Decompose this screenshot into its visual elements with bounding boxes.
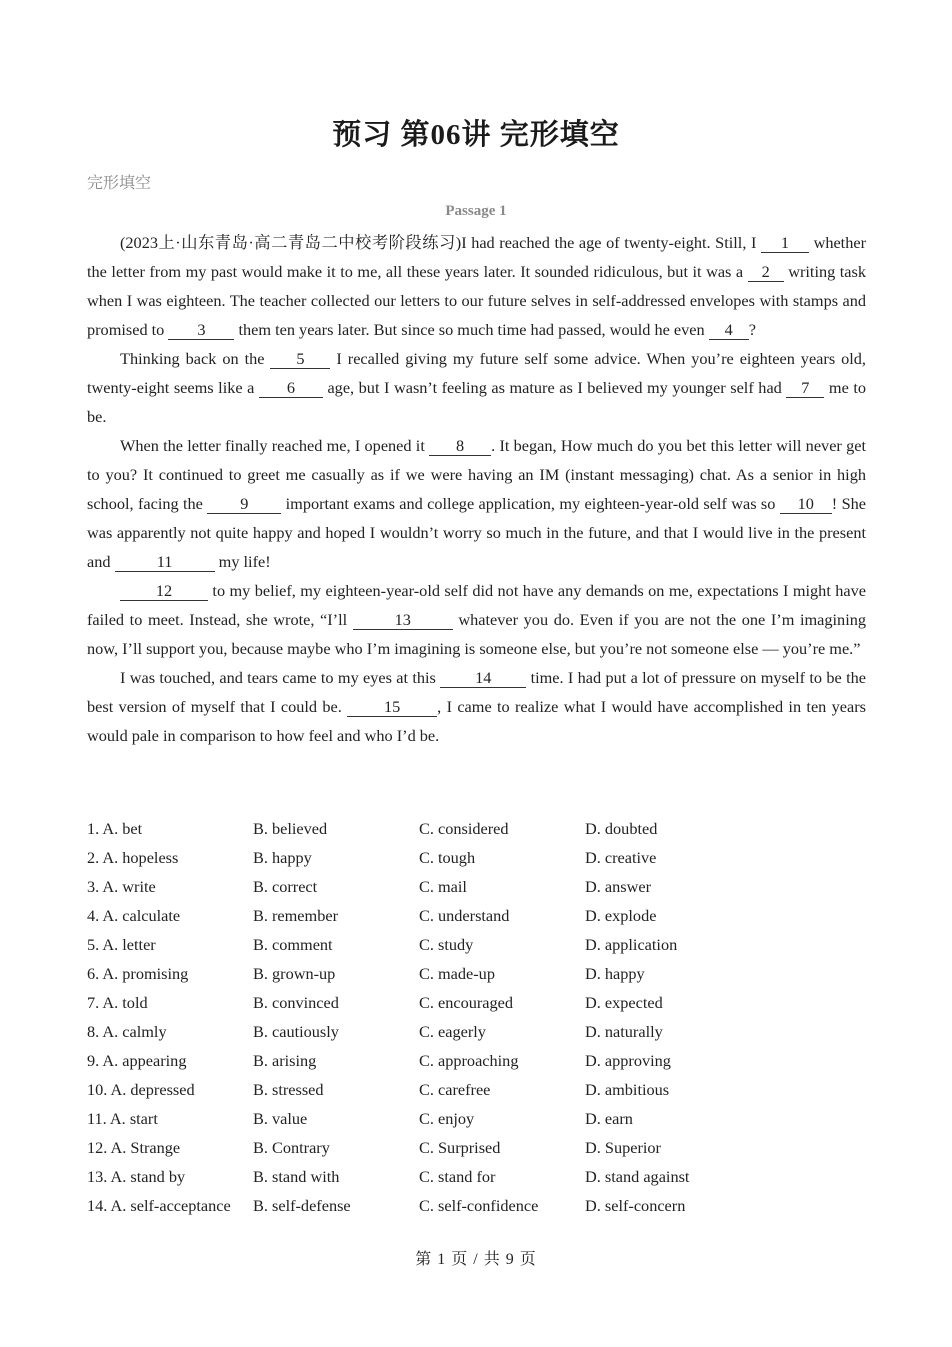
option-choice: B. happy xyxy=(253,848,312,867)
passage-paragraph xyxy=(87,576,866,663)
passage-text: me to be. xyxy=(87,378,867,426)
option-choice: C. encouraged xyxy=(419,993,514,1012)
option-choice: B. stressed xyxy=(253,1080,324,1099)
passage-body xyxy=(87,228,866,750)
passage-text: I was touched, and tears came to my eyes at this xyxy=(120,668,441,687)
option-choice: C. study xyxy=(419,935,474,954)
blank-number: 9 xyxy=(207,495,281,514)
blank-number: 15 xyxy=(347,698,437,717)
passage-text: whatever you do. Even if you are not the one I’m imagining now, I’ll support you, because maybe who I’m imagining is someone else, but you’re not someone else — you’re me.” xyxy=(87,610,866,658)
option-choice: 2. A. hopeless xyxy=(87,848,179,867)
option-choice: D. expected xyxy=(585,993,663,1012)
option-row xyxy=(87,901,866,930)
passage-paragraph xyxy=(87,228,866,344)
option-choice: C. eagerly xyxy=(419,1022,486,1041)
option-choice: 6. A. promising xyxy=(87,964,189,983)
page-footer: 第 1 页 / 共 9 页 xyxy=(415,1251,537,1268)
blank-number: 13 xyxy=(353,611,453,630)
option-choice: B. arising xyxy=(253,1051,317,1070)
option-row xyxy=(87,1133,866,1162)
option-row xyxy=(87,1191,866,1220)
blank-number: 11 xyxy=(115,553,215,572)
option-choice: 10. A. depressed xyxy=(87,1080,195,1099)
option-choice: 13. A. stand by xyxy=(87,1167,186,1186)
option-row xyxy=(87,959,866,988)
section-label: 完形填空 xyxy=(87,175,152,192)
option-choice: D. ambitious xyxy=(585,1080,670,1099)
passage-text: ? xyxy=(748,320,756,339)
passage-title: Passage 1 xyxy=(445,203,507,219)
page-title: 预习 第06讲 完形填空 xyxy=(332,119,620,151)
option-choice: C. tough xyxy=(419,848,476,867)
option-choice: 1. A. bet xyxy=(87,819,143,838)
option-choice: D. stand against xyxy=(585,1167,690,1186)
passage-text: time. I had put a lot of pressure on myself to be the best version of myself that I could be. xyxy=(87,668,866,716)
option-choice: 3. A. write xyxy=(87,877,156,896)
option-choice: B. stand with xyxy=(253,1167,340,1186)
option-choice: B. Contrary xyxy=(253,1138,330,1157)
option-choice: D. earn xyxy=(585,1109,633,1128)
option-choice: B. grown-up xyxy=(253,964,336,983)
option-choice: 9. A. appearing xyxy=(87,1051,187,1070)
option-choice: C. Surprised xyxy=(419,1138,501,1157)
passage-text: to my belief, my eighteen-year-old self did not have any demands on me, expectations I might have failed to meet. Instead, she wrote, “I’ll xyxy=(87,581,866,629)
options-list xyxy=(87,814,866,1220)
option-choice: D. happy xyxy=(585,964,645,983)
option-row xyxy=(87,988,866,1017)
option-row xyxy=(87,930,866,959)
passage-paragraph xyxy=(87,344,866,431)
option-choice: B. self-defense xyxy=(253,1196,351,1215)
option-choice: B. believed xyxy=(253,819,328,838)
passage-text: (2023上·山东青岛·高二青岛二中校考阶段练习)I had reached the age of twenty-eight. Still, I xyxy=(120,233,761,252)
blank-number: 6 xyxy=(259,379,323,398)
option-row xyxy=(87,1075,866,1104)
option-row xyxy=(87,814,866,843)
passage-paragraph xyxy=(87,431,866,576)
passage-text: important exams and college application, my eighteen-year-old self was so xyxy=(281,494,780,513)
passage-text: I recalled giving my future self some advice. When you’re eighteen years old, twenty-eight seems like a xyxy=(87,349,866,397)
option-choice: 12. A. Strange xyxy=(87,1138,181,1157)
passage-text: . It began, How much do you bet this letter will never get to you? It continued to greet me casually as if we were having an IM (instant messaging) chat. As a senior in high school, facing the xyxy=(87,436,866,513)
passage-text: my life! xyxy=(214,552,271,571)
option-row xyxy=(87,1104,866,1133)
option-choice: D. answer xyxy=(585,877,652,896)
option-choice: B. comment xyxy=(253,935,333,954)
passage-text: Thinking back on the xyxy=(120,349,271,368)
option-choice: 14. A. self-acceptance xyxy=(87,1196,231,1215)
blank-number: 5 xyxy=(270,350,330,369)
option-choice: C. enjoy xyxy=(419,1109,475,1128)
passage-text: whether the letter from my past would make it to me, all these years later. It sounded ridiculous, but it was a xyxy=(87,233,866,281)
passage-text: , I came to realize what I would have accomplished in ten years would pale in comparison to how feel and who I’d be. xyxy=(87,697,866,745)
option-choice: B. correct xyxy=(253,877,318,896)
blank-number: 14 xyxy=(440,669,526,688)
blank-number: 7 xyxy=(786,379,824,398)
option-choice: C. mail xyxy=(419,877,467,896)
option-row xyxy=(87,843,866,872)
option-choice: D. naturally xyxy=(585,1022,663,1041)
option-choice: C. understand xyxy=(419,906,510,925)
option-choice: 5. A. letter xyxy=(87,935,156,954)
option-choice: D. self-concern xyxy=(585,1196,686,1215)
blank-number: 1 xyxy=(761,234,809,253)
blank-number: 4 xyxy=(709,321,749,340)
option-choice: B. cautiously xyxy=(253,1022,339,1041)
option-choice: D. creative xyxy=(585,848,657,867)
option-choice: C. considered xyxy=(419,819,509,838)
option-choice: D. doubted xyxy=(585,819,658,838)
passage-paragraph xyxy=(87,663,866,750)
option-choice: C. self-confidence xyxy=(419,1196,539,1215)
option-choice: C. carefree xyxy=(419,1080,491,1099)
option-choice: C. approaching xyxy=(419,1051,519,1070)
blank-number: 2 xyxy=(748,263,784,282)
option-choice: 7. A. told xyxy=(87,993,148,1012)
option-choice: B. convinced xyxy=(253,993,339,1012)
option-choice: D. explode xyxy=(585,906,657,925)
blank-number: 8 xyxy=(429,437,491,456)
option-choice: D. application xyxy=(585,935,678,954)
option-choice: 4. A. calculate xyxy=(87,906,181,925)
option-choice: D. Superior xyxy=(585,1138,661,1157)
option-row xyxy=(87,1046,866,1075)
option-choice: D. approving xyxy=(585,1051,671,1070)
option-choice: C. made-up xyxy=(419,964,495,983)
blank-number: 10 xyxy=(780,495,832,514)
option-choice: B. remember xyxy=(253,906,338,925)
option-choice: 11. A. start xyxy=(87,1109,158,1128)
option-row xyxy=(87,872,866,901)
option-choice: C. stand for xyxy=(419,1167,496,1186)
option-choice: B. value xyxy=(253,1109,308,1128)
option-row xyxy=(87,1162,866,1191)
blank-number: 12 xyxy=(120,582,208,601)
passage-text: writing task when I was eighteen. The teacher collected our letters to our future selves in self-addressed envelopes with stamps and promised to xyxy=(87,262,866,339)
blank-number: 3 xyxy=(168,321,234,340)
passage-text: When the letter finally reached me, I opened it xyxy=(120,436,430,455)
passage-text: ! She was apparently not quite happy and hoped I wouldn’t worry so much in the future, and that I would live in the present and xyxy=(87,494,866,571)
passage-text: age, but I wasn’t feeling as mature as I believed my younger self had xyxy=(322,378,787,397)
option-row xyxy=(87,1017,866,1046)
option-choice: 8. A. calmly xyxy=(87,1022,167,1041)
passage-text: them ten years later. But since so much time had passed, would he even xyxy=(234,320,709,339)
